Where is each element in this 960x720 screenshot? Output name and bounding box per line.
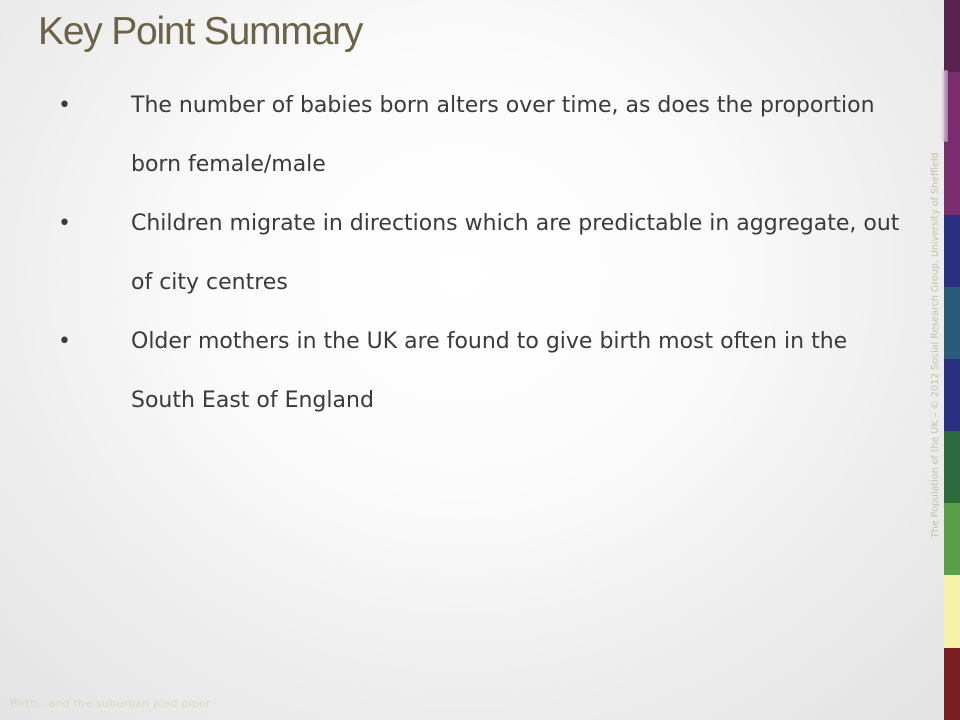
color-strip-segment — [944, 215, 960, 287]
color-strip-segment — [944, 0, 960, 72]
bullet-list — [0, 76, 930, 430]
bullet-marker: • — [58, 93, 71, 118]
color-strip-highlight — [944, 70, 948, 142]
color-strip-segment — [944, 287, 960, 359]
bullet-text: The number of babies born alters over time, as does the proportion born female/male — [131, 93, 875, 177]
bullet-text: Children migrate in directions which are predictable in aggregate, out of city centres — [131, 211, 900, 295]
bullet-marker: • — [58, 211, 71, 236]
color-strip-segment — [944, 431, 960, 503]
color-strip-segment — [944, 503, 960, 575]
bullet-item — [0, 194, 930, 312]
color-strip-segment — [944, 575, 960, 648]
slide-title: Key Point Summary — [38, 10, 363, 53]
color-strip-segment — [944, 648, 960, 720]
bullet-marker: • — [58, 329, 71, 354]
bullet-item — [0, 312, 930, 430]
vertical-credit-text: The Population of the UK – © 2012 Social Research Group, University of Sheffield — [930, 152, 941, 538]
slide-footer: Birth…and the suburban pied piper — [10, 697, 211, 710]
bullet-item — [0, 76, 930, 194]
bullet-text: Older mothers in the UK are found to give birth most often in the South East of England — [131, 329, 848, 413]
color-strip-segment — [944, 359, 960, 431]
